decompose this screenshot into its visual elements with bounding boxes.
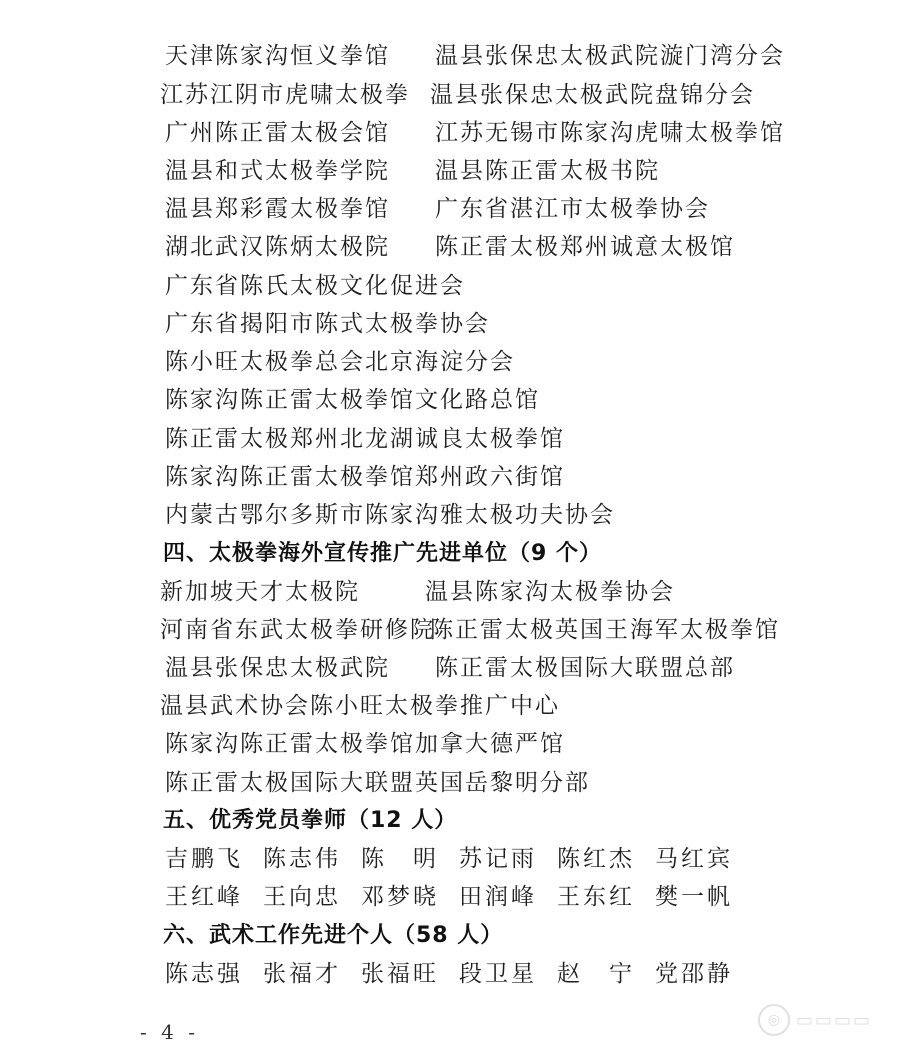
list-item: 陈家沟陈正雷太极拳馆郑州政六街馆 — [165, 464, 565, 490]
list-item: 温县和式太极拳学院 — [165, 158, 390, 184]
list-item: 内蒙古鄂尔多斯市陈家沟雅太极功夫协会 — [165, 502, 615, 528]
person-name: 樊一帆 — [655, 884, 733, 910]
person-name: 苏记雨 — [459, 846, 537, 872]
list-item: 广东省陈氏太极文化促进会 — [165, 273, 465, 299]
person-name: 邓梦晓 — [361, 884, 439, 910]
list-item: 温县张保忠太极武院漩门湾分会 — [435, 43, 785, 69]
person-name: 王红峰 — [165, 884, 243, 910]
list-item: 陈正雷太极英国王海军太极拳馆 — [430, 617, 780, 643]
person-name: 田润峰 — [459, 884, 537, 910]
person-name: 王东红 — [557, 884, 635, 910]
list-item: 广东省揭阳市陈式太极拳协会 — [165, 311, 490, 337]
list-item: 温县张保忠太极武院盘锦分会 — [430, 82, 755, 108]
person-name: 党邵静 — [655, 961, 733, 987]
person-name: 张福才 — [263, 961, 341, 987]
watermark-icon: ◎ — [758, 1004, 790, 1036]
list-item: 温县武术协会陈小旺太极拳推广中心 — [160, 693, 560, 719]
list-item: 天津陈家沟恒义拳馆 — [165, 43, 390, 69]
watermark-logo — [758, 1004, 872, 1036]
list-item: 广东省湛江市太极拳协会 — [435, 196, 710, 222]
list-item: 陈正雷太极郑州北龙湖诚良太极拳馆 — [165, 426, 565, 452]
list-item: 湖北武汉陈炳太极院 — [165, 234, 390, 260]
person-name: 陈红杰 — [557, 846, 635, 872]
list-item: 河南省东武太极拳研修院 — [160, 617, 435, 643]
section-heading: 六、武术工作先进个人（58 人） — [163, 923, 504, 948]
list-item: 陈家沟陈正雷太极拳馆文化路总馆 — [165, 387, 540, 413]
person-name: 吉鹏飞 — [165, 846, 243, 872]
list-item: 江苏江阴市虎啸太极拳 — [160, 82, 410, 108]
list-item: 陈正雷太极国际大联盟总部 — [435, 655, 735, 681]
list-item: 温县陈家沟太极拳协会 — [425, 579, 675, 605]
list-item: 温县陈正雷太极书院 — [435, 158, 660, 184]
list-item: 江苏无锡市陈家沟虎啸太极拳馆 — [435, 120, 785, 146]
list-item: 陈正雷太极郑州诚意太极馆 — [435, 234, 735, 260]
list-item: 广州陈正雷太极会馆 — [165, 120, 390, 146]
person-name: 陈志伟 — [263, 846, 341, 872]
section-heading: 四、太极拳海外宣传推广先进单位（9 个） — [163, 541, 602, 566]
person-name: 张福旺 — [361, 961, 439, 987]
person-name: 陈志强 — [165, 961, 243, 987]
list-item: 新加坡天才太极院 — [160, 579, 360, 605]
section-heading: 五、优秀党员拳师（12 人） — [163, 808, 458, 833]
list-item: 陈家沟陈正雷太极拳馆加拿大德严馆 — [165, 731, 565, 757]
list-item: 陈小旺太极拳总会北京海淀分会 — [165, 349, 515, 375]
list-item: 温县郑彩霞太极拳馆 — [165, 196, 390, 222]
person-name: 段卫星 — [459, 961, 537, 987]
person-name: 王向忠 — [263, 884, 341, 910]
person-name: 陈 明 — [361, 846, 439, 872]
list-item: 温县张保忠太极武院 — [165, 655, 390, 681]
watermark-mark: ▭▭▭▭ — [795, 1009, 872, 1031]
person-name: 马红宾 — [655, 846, 733, 872]
page-number: - 4 - — [140, 1020, 199, 1044]
person-name: 赵 宁 — [557, 961, 635, 987]
list-item: 陈正雷太极国际大联盟英国岳黎明分部 — [165, 770, 590, 796]
